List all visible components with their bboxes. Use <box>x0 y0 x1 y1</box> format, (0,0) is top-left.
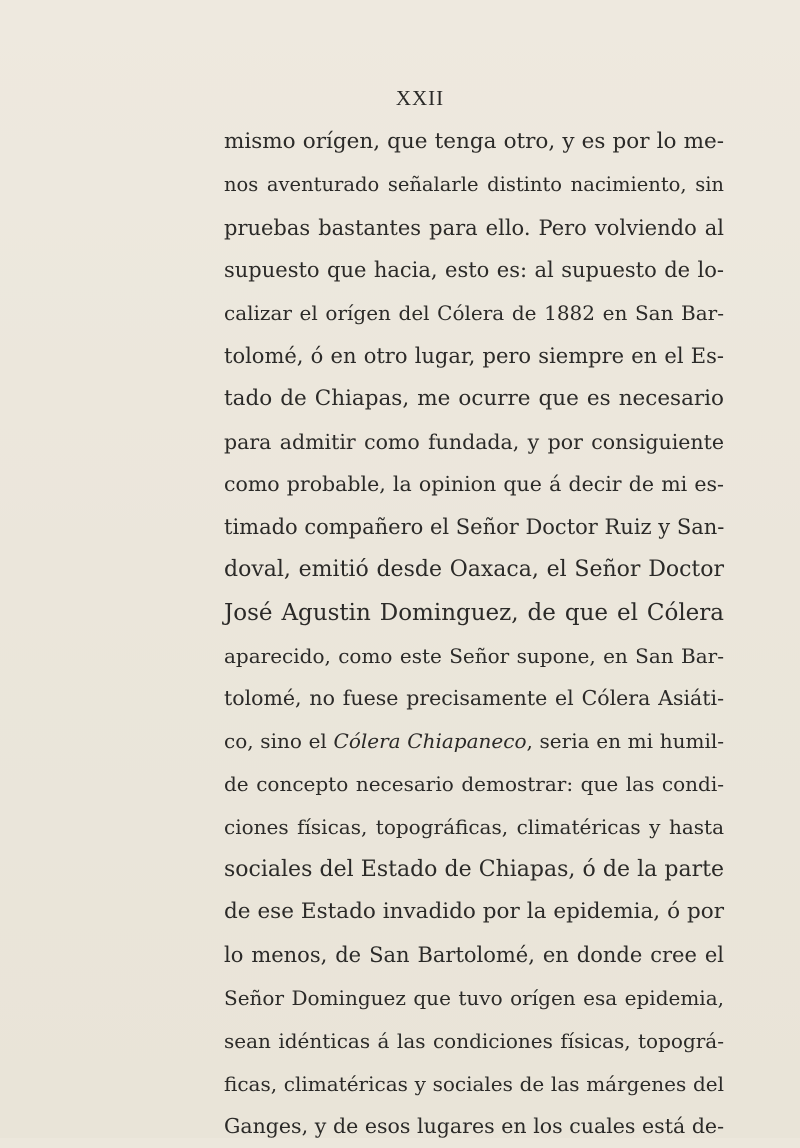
text-line: sociales del Estado de Chiapas, ó de la parte <box>224 856 724 882</box>
text-line: doval, emitió desde Oaxaca, el Señor Doctor <box>224 556 724 582</box>
text-line: lo menos, de San Bartolomé, en donde cree el <box>224 943 724 968</box>
text-line: tado de Chiapas, me ocurre que es necesario <box>224 385 724 411</box>
text-line: mismo orígen, que tenga otro, y es por lo me- <box>224 129 724 154</box>
text-line: Señor Dominguez que tuvo orígen esa epidemia, <box>224 985 724 1010</box>
text-line: tolomé, no fuese precisamente el Cólera Asiáti- <box>224 686 724 711</box>
text-line: ciones físicas, topográficas, climatéricas y hasta <box>224 814 724 839</box>
text-segment: co, sino el <box>224 729 334 754</box>
text-line-with-italic <box>224 720 724 763</box>
text-line: aparecido, como este Señor supone, en San Bar- <box>224 643 724 668</box>
text-line: pruebas bastantes para ello. Pero volviendo al <box>224 215 724 240</box>
text-line: José Agustin Dominguez, de que el Cólera <box>224 599 724 626</box>
text-line: nos aventurado señalarle distinto nacimiento, sin <box>224 172 724 196</box>
text-line: calizar el orígen del Cólera de 1882 en San Bar- <box>224 301 724 326</box>
italic-term: Cólera Chiapaneco <box>333 729 527 754</box>
body-text <box>224 121 724 1148</box>
text-line: de concepto necesario demostrar: que las condi- <box>224 771 724 796</box>
page-number: XXII <box>395 86 445 110</box>
text-line: Ganges, y de esos lugares en los cuales está de- <box>224 1114 724 1139</box>
text-segment: , seria en mi humil- <box>526 729 724 754</box>
text-line: como probable, la opinion que á decir de mi es- <box>224 472 724 497</box>
text-line: de ese Estado invadido por la epidemia, ó por <box>224 899 724 925</box>
text-line: ficas, climatéricas y sociales de las márgenes del <box>224 1071 724 1096</box>
text-line: tolomé, ó en otro lugar, pero siempre en el Es- <box>224 343 724 368</box>
text-line: para admitir como fundada, y por consiguiente <box>224 429 724 454</box>
text-line: sean idénticas á las condiciones físicas, topográ- <box>224 1028 724 1053</box>
text-line: timado compañero el Señor Doctor Ruiz y San- <box>224 515 725 540</box>
text-line: supuesto que hacia, esto es: al supuesto de lo- <box>224 258 724 283</box>
